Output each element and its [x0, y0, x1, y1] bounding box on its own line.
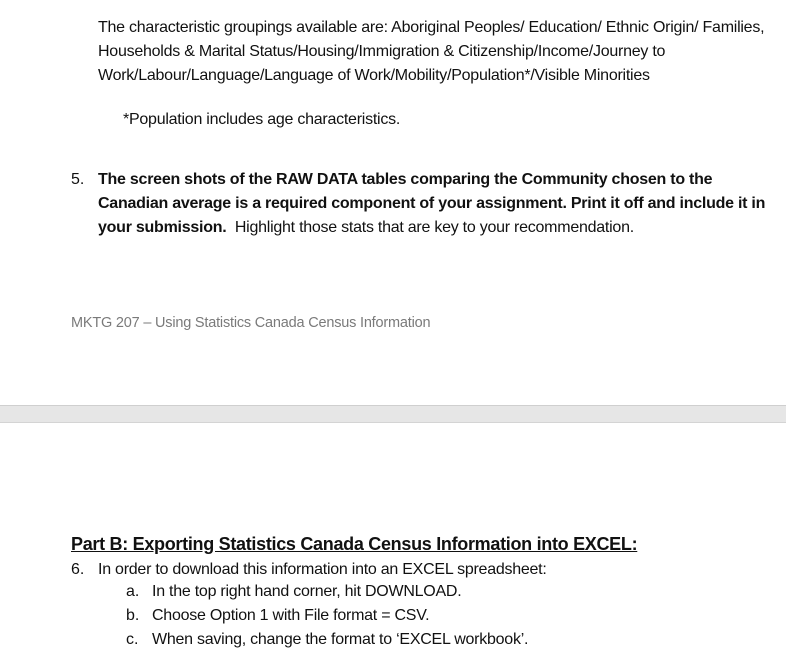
- subitem-letter-b: b.: [126, 607, 140, 624]
- subitem-letter-a: a.: [126, 583, 140, 600]
- list-number-5: 5.: [71, 171, 85, 188]
- list-item-5-bold-text: The screen shots of the RAW DATA tables comparing the Community chosen to the Canadian average is a required component of your assignment. Print it off and include it in your submission.: [98, 171, 766, 236]
- subitem-text-b: Choose Option 1 with File format = CSV.: [152, 607, 430, 624]
- list-number-6: 6.: [71, 561, 85, 578]
- list-item-5-normal-text: Highlight those stats that are key to your recommendation.: [226, 219, 634, 236]
- list-item-6: In order to download this information into an EXCEL spreadsheet:: [98, 561, 547, 578]
- page-footer: MKTG 207 – Using Statistics Canada Census Information: [71, 315, 431, 331]
- population-footnote: *Population includes age characteristics.: [123, 111, 401, 128]
- page-separator: [0, 405, 786, 423]
- subitem-text-a: In the top right hand corner, hit DOWNLOAD.: [152, 583, 462, 600]
- subitem-letter-c: c.: [126, 631, 139, 648]
- characteristic-groupings-paragraph: The characteristic groupings available are: Aboriginal Peoples/ Education/ Ethnic Origin/ Families, Households & Marital Status/Housing/Immigration & Citizenship/Income/Journey to Work/Labour/Language/Language of Work/Mobility/Population*/Visible Minorities: [98, 19, 765, 84]
- list-item-5: [98, 168, 770, 240]
- subitem-text-c: When saving, change the format to ‘EXCEL workbook’.: [152, 631, 529, 648]
- section-heading-part-b: Part B: Exporting Statistics Canada Census Information into EXCEL:: [71, 534, 638, 554]
